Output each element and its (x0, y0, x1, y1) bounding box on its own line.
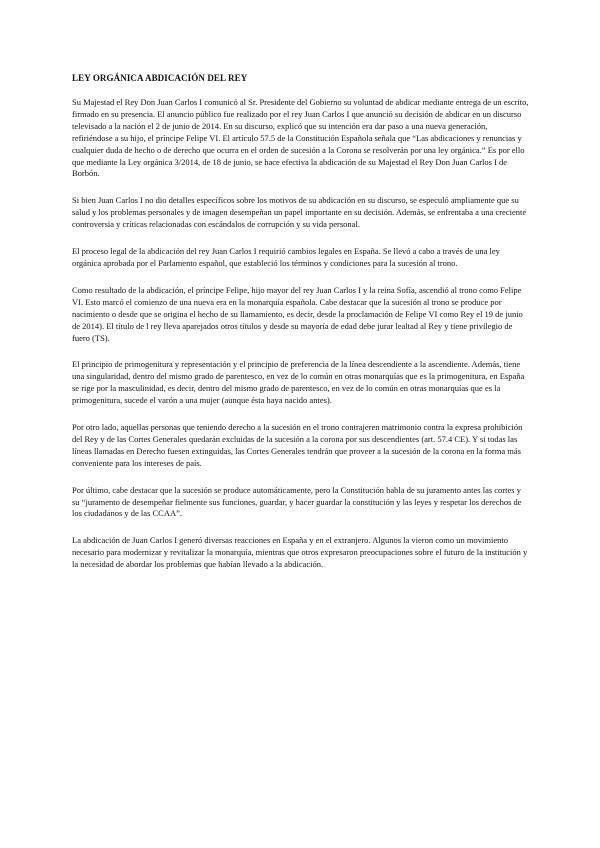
paragraph-exclusion-rules: Por otro lado, aquellas personas que teniendo derecho a la sucesión en el trono contrajeren matrimonio contra la expresa prohibición del Rey y de las Cortes Generales quedarán excluidas de la sucesión a la corona por sus descendientes (art. 57.4 CE). Y si todas las líneas llamadas en Derecho fuesen extinguidas, las Cortes Generales tendrán que proveer a la sucesión de la corona en la forma más conveniente para los intereses de país. (72, 422, 523, 468)
paragraph-abdication-motives: Si bien Juan Carlos I no dio detalles específicos sobre los motivos de su abdicación en su discurso, se especuló ampliamente que su salud y los problemas personales y de imagen desempeñan un papel importante en su decisión. Además, se enfrentaba a una creciente controversia y críticas relacionadas con escándalos de corrupción y su vida personal. (72, 195, 527, 230)
paragraph-succession-felipe: Como resultado de la abdicación, el príncipe Felipe, hijo mayor del rey Juan Carlos I y la reina Sofía, ascendió al trono como Felipe VI. Esto marcó el comienzo de una nueva era en la monarquía española. Cabe destacar que la sucesión al trono se produce por nacimiento o desde que se origina el hecho de su llamamiento, es decir, desde la proclamación de Felipe VI como Rey el 19 de junio de 2014). El título de l rey lleva aparejados otros títulos y desde su mayoría de edad debe jurar lealtad al Rey y tiene privilegio de fuero (TS). (72, 284, 523, 343)
document-title: LEY ORGÁNICA ABDICACIÓN DEL REY (72, 73, 248, 83)
paragraph-abdication-announcement: Su Majestad el Rey Don Juan Carlos I comunicó al Sr. Presidente del Gobierno su voluntad de abdicar mediante entrega de un escrito, firmado en su presencia. El anuncio público fue realizado por el rey Juan Carlos I que anunció su decisión de abdicar en un discurso televisado a la nación el 2 de junio de 2014. En su discurso, explicó que su intención era dar paso a una nueva generación, refiriéndose a su hijo, el príncipe Felipe VI. El artículo 57.5 de la Constitución Española señala que “Las abdicaciones y renuncias y cualquier duda de hecho o de derecho que ocurra en el orden de sucesión a la Corona se resolverán por una ley orgánica.” Es por ello que mediante la Ley orgánica 3/2014, de 18 de junio, se hace efectiva la abdicación de su Majestad el Rey Don Juan Carlos I de Borbón. (72, 97, 529, 179)
paragraph-legal-process: El proceso legal de la abdicación del rey Juan Carlos I requirió cambios legales en España. Se llevó a cabo a través de una ley orgánica aprobada por el Parlamento español, que estableció los términos y condiciones para la sucesión al trono. (72, 246, 500, 268)
paragraph-oath: Por último, cabe destacar que la sucesión se produce automáticamente, pero la Constitución habla de su juramento antes las cortes y su “juramento de desempeñar fielmente sus funciones, guardar, y hacer guardar la constitución y las leyes y respetar los derechos de los ciudadanos y de las CCAA”. (72, 484, 522, 519)
document-body (72, 72, 530, 586)
paragraph-reactions: La abdicación de Juan Carlos I generó diversas reacciones en España y en el extranjero. Algunos la vieron como un movimiento necesario para modernizar y revitalizar la monarquía, mientras que otros expresaron preocupaciones sobre el futuro de la institución y la necesidad de abordar los problemas que habían llevado a la abdicación. (72, 535, 528, 570)
paragraph-primogeniture: El principio de primogenitura y representación y el principio de preferencia de la línea descendiente a la ascendiente. Además, tiene una singularidad, dentro del mismo grado de parentesco, en vez de lo común en otras monarquías que es la primogenitura, en España se rige por la masculinidad, es decir, dentro del mismo grado de parentesco, en vez de lo común en otras monarquías que es la primogenitura, sucede el varón a una mujer (aunque ésta haya nacido antes). (72, 359, 525, 406)
